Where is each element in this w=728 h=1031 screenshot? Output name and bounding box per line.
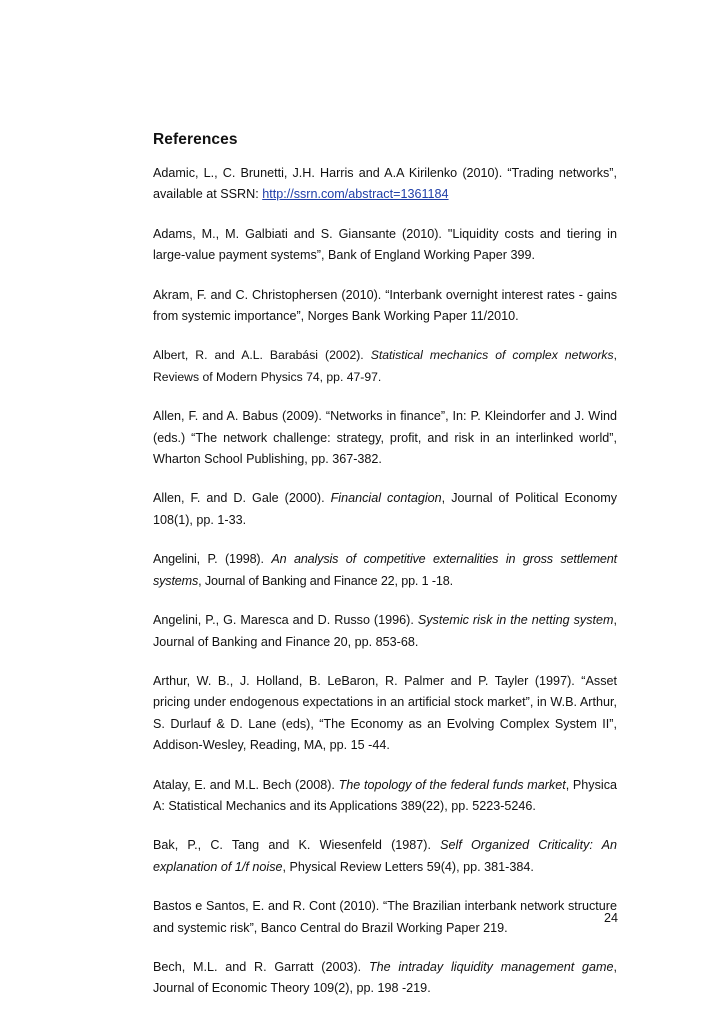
- reference-entry: [153, 285, 617, 328]
- reference-text: Akram, F. and C. Christophersen (2010). “Interbank overnight interest rates - gains from systemic importance”, Norges Bank Working Paper 11/2010.: [153, 287, 617, 324]
- reference-source: , Physical Review Letters 59(4), pp. 381-384.: [282, 859, 534, 874]
- reference-title: Statistical mechanics of complex networks: [370, 348, 614, 363]
- reference-text: Angelini, P., G. Maresca and D. Russo (1996).: [153, 613, 418, 628]
- reference-source: , Physica A: Statistical Mechanics and its Applications 389(22), pp. 5223-5246.: [153, 777, 617, 813]
- reference-list: [153, 163, 617, 1018]
- reference-title: Self Organized Criticality: An explanation of 1/f noise: [153, 838, 617, 874]
- reference-text: Angelini, P. (1998).: [153, 552, 272, 567]
- reference-entry: [153, 406, 617, 470]
- reference-text: Bak, P., C. Tang and K. Wiesenfeld (1987).: [153, 838, 441, 853]
- reference-text: Arthur, W. B., J. Holland, B. LeBaron, R. Palmer and P. Tayler (1997). “Asset pricing under endogenous expectations in an artificial stock market”, in W.B. Arthur, S. Durlauf & D. Lane (eds), “The Economy as an Evolving Complex System II”, Addison-Wesley, Reading, MA, pp. 15 -44.: [153, 673, 617, 753]
- reference-text: Atalay, E. and M.L. Bech (2008).: [153, 777, 339, 792]
- reference-entry: [153, 163, 617, 206]
- reference-title: Systemic risk in the netting system: [417, 613, 614, 628]
- reference-title: An analysis of competitive externalities in gross settlement systems: [153, 552, 617, 588]
- reference-text: Adamic, L., C. Brunetti, J.H. Harris and A.A Kirilenko (2010). “Trading networks”, available at SSRN:: [153, 166, 617, 202]
- reference-entry: [153, 345, 617, 388]
- reference-title: Financial contagion: [330, 491, 442, 506]
- reference-source: , Journal of Banking and Finance 20, pp. 853-68.: [153, 613, 617, 649]
- reference-text: Allen, F. and D. Gale (2000).: [153, 491, 331, 506]
- reference-entry: [153, 957, 617, 1000]
- section-heading: References: [153, 131, 238, 148]
- reference-source: , Reviews of Modern Physics 74, pp. 47-97.: [153, 348, 617, 384]
- reference-entry: [153, 488, 617, 531]
- reference-text: Bastos e Santos, E. and R. Cont (2010). “The Brazilian interbank network structure and systemic risk”, Banco Central do Brazil Working Paper 219.: [153, 899, 617, 935]
- reference-text: Allen, F. and A. Babus (2009). “Networks in finance”, In: P. Kleindorfer and J. Wind (eds.) “The network challenge: strategy, profit, and risk in an interlinked world”, Wharton School Publishing, pp. 367-382.: [153, 409, 617, 467]
- reference-source: , Journal of Political Economy 108(1), pp. 1-33.: [153, 491, 617, 527]
- reference-link[interactable]: http://ssrn.com/abstract=1361184: [262, 187, 449, 202]
- reference-entry: [153, 775, 617, 818]
- reference-entry: [153, 610, 617, 653]
- page-number: 24: [603, 911, 618, 925]
- reference-entry: [153, 224, 617, 267]
- reference-title: The topology of the federal funds market: [338, 777, 566, 792]
- reference-source: , Journal of Banking and Finance 22, pp. 1 -18.: [198, 573, 453, 588]
- reference-entry: [153, 835, 617, 878]
- reference-text: Bech, M.L. and R. Garratt (2003).: [153, 959, 369, 974]
- reference-text: Adams, M., M. Galbiati and S. Giansante (2010). "Liquidity costs and tiering in large-value payment systems”, Bank of England Working Paper 399.: [153, 226, 617, 263]
- reference-title: The intraday liquidity management game: [368, 959, 614, 974]
- reference-text: Albert, R. and A.L. Barabási (2002).: [153, 348, 371, 363]
- reference-entry: [153, 896, 617, 939]
- reference-entry: [153, 549, 617, 592]
- reference-source: , Journal of Economic Theory 109(2), pp. 198 -219.: [153, 959, 618, 996]
- reference-entry: [153, 671, 617, 757]
